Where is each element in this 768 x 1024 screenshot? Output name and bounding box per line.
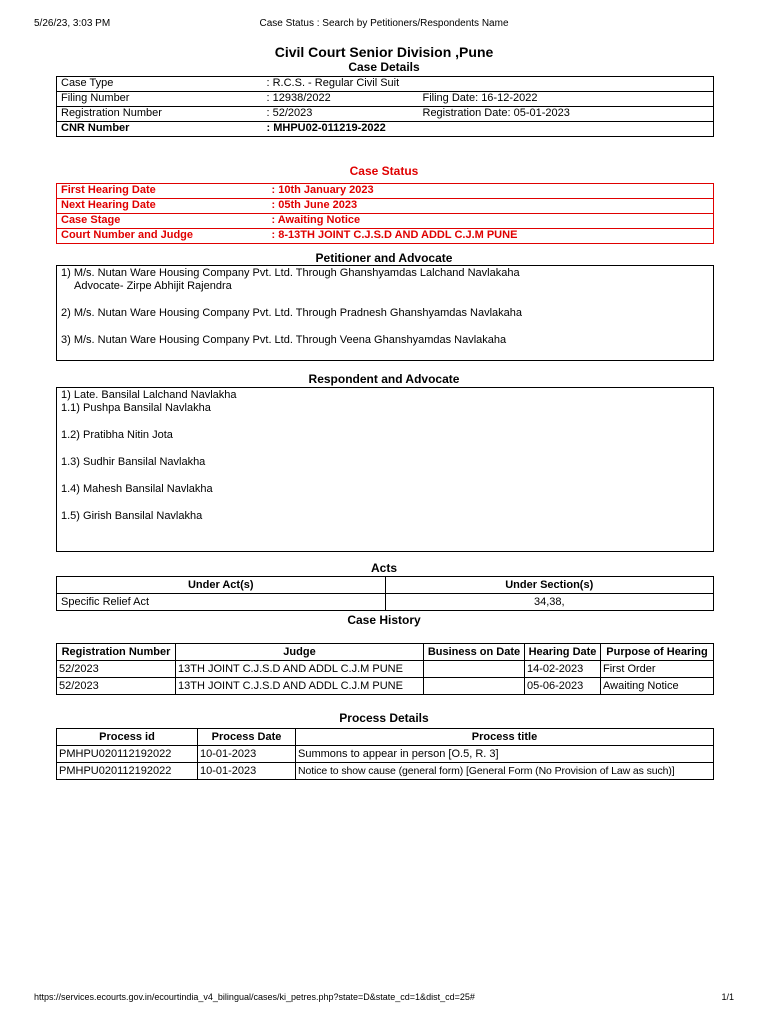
table-row	[57, 661, 714, 678]
history-col-judge: Judge	[176, 644, 424, 661]
respondent-1-5: 1.5) Girish Bansilal Navlakha	[61, 510, 203, 522]
registration-number-row	[57, 107, 714, 122]
respondent-1-3: 1.3) Sudhir Bansilal Navlakha	[61, 456, 206, 468]
filing-date: Filing Date: 16-12-2022	[423, 92, 714, 107]
filing-number-label: Filing Number	[57, 92, 263, 107]
table-row	[57, 763, 714, 780]
acts-table	[56, 576, 714, 611]
history-cell: 52/2023	[57, 661, 176, 678]
history-cell: 05-06-2023	[525, 678, 601, 695]
history-cell: 52/2023	[57, 678, 176, 695]
table-row	[57, 678, 714, 695]
case-details-table	[56, 76, 714, 137]
case-status-heading: Case Status	[349, 164, 419, 178]
status-row	[57, 229, 714, 244]
status-row	[57, 184, 714, 199]
registration-number-value: : 52/2023	[263, 107, 423, 122]
history-cell: 13TH JOINT C.J.S.D AND ADDL C.J.M PUNE	[176, 661, 424, 678]
next-hearing-label: Next Hearing Date	[57, 199, 268, 214]
respondent-1-4: 1.4) Mahesh Bansilal Navlakha	[61, 483, 213, 495]
act-name: Specific Relief Act	[57, 594, 386, 611]
filing-number-value: : 12938/2022	[263, 92, 423, 107]
respondent-1-2: 1.2) Pratibha Nitin Jota	[61, 429, 173, 441]
next-hearing-value: : 05th June 2023	[268, 199, 714, 214]
print-header	[34, 18, 734, 32]
print-title: Case Status : Search by Petitioners/Respondents Name	[259, 18, 509, 29]
history-cell	[424, 661, 525, 678]
history-cell: 13TH JOINT C.J.S.D AND ADDL C.J.M PUNE	[176, 678, 424, 695]
process-col-date: Process Date	[198, 729, 296, 746]
case-type-label: Case Type	[57, 77, 263, 92]
history-cell: First Order	[601, 661, 714, 678]
respondent-1: 1) Late. Bansilal Lalchand Navlakha	[61, 389, 237, 401]
history-cell: 14-02-2023	[525, 661, 601, 678]
petitioner-2: 2) M/s. Nutan Ware Housing Company Pvt. Ltd. Through Pradnesh Ghanshyamdas Navlakaha	[61, 307, 523, 319]
history-col-business: Business on Date	[424, 644, 525, 661]
history-col-purpose: Purpose of Hearing	[601, 644, 714, 661]
registration-date: Registration Date: 05-01-2023	[423, 107, 714, 122]
table-row	[57, 746, 714, 763]
process-col-title: Process title	[296, 729, 714, 746]
first-hearing-label: First Hearing Date	[57, 184, 268, 199]
case-stage-label: Case Stage	[57, 214, 268, 229]
history-cell	[424, 678, 525, 695]
act-section: 34,38,	[385, 594, 714, 611]
print-footer	[34, 992, 734, 1004]
table-row	[57, 594, 714, 611]
court-judge-label: Court Number and Judge	[57, 229, 268, 244]
process-cell: 10-01-2023	[198, 746, 296, 763]
print-page-number: 1/1	[721, 992, 734, 1002]
case-type-value: : R.C.S. - Regular Civil Suit	[263, 77, 714, 92]
process-header-row	[57, 729, 714, 746]
respondent-1-1: 1.1) Pushpa Bansilal Navlakha	[61, 402, 211, 414]
petitioner-1: 1) M/s. Nutan Ware Housing Company Pvt. Ltd. Through Ghanshyamdas Lalchand Navlakaha	[61, 267, 520, 279]
history-cell: Awaiting Notice	[601, 678, 714, 695]
process-cell: PMHPU020112192022	[57, 746, 198, 763]
process-col-id: Process id	[57, 729, 198, 746]
acts-col-section: Under Section(s)	[385, 577, 714, 594]
status-row	[57, 199, 714, 214]
process-cell: Notice to show cause (general form) [General Form (No Provision of Law as such)]	[296, 763, 714, 780]
petitioner-3: 3) M/s. Nutan Ware Housing Company Pvt. Ltd. Through Veena Ghanshyamdas Navlakaha	[61, 334, 507, 346]
print-url: https://services.ecourts.gov.in/ecourtindia_v4_bilingual/cases/ki_petres.php?state=D&state_cd=1&dist_cd=25#	[34, 992, 475, 1002]
court-judge-value: : 8-13TH JOINT C.J.S.D AND ADDL C.J.M PUNE	[268, 229, 714, 244]
case-stage-value: : Awaiting Notice	[268, 214, 714, 229]
respondent-box	[56, 387, 714, 552]
first-hearing-value: : 10th January 2023	[268, 184, 714, 199]
filing-number-row	[57, 92, 714, 107]
process-cell: Summons to appear in person [O.5, R. 3]	[296, 746, 714, 763]
history-header-row	[57, 644, 714, 661]
case-details-heading: Case Details	[348, 60, 420, 74]
cnr-label: CNR Number	[61, 122, 130, 134]
acts-header-row	[57, 577, 714, 594]
history-heading: Case History	[347, 613, 421, 627]
acts-col-act: Under Act(s)	[57, 577, 386, 594]
history-col-reg: Registration Number	[57, 644, 176, 661]
petitioner-heading: Petitioner and Advocate	[315, 251, 453, 265]
case-type-row	[57, 77, 714, 92]
process-table	[56, 728, 714, 780]
history-table	[56, 643, 714, 695]
print-datetime: 5/26/23, 3:03 PM	[34, 18, 111, 29]
case-status-table	[56, 183, 714, 244]
cnr-value: : MHPU02-011219-2022	[266, 122, 386, 134]
history-col-hearing: Hearing Date	[525, 644, 601, 661]
status-row	[57, 214, 714, 229]
process-heading: Process Details	[339, 711, 429, 725]
petitioner-1-advocate: Advocate- Zirpe Abhijit Rajendra	[74, 280, 232, 292]
registration-number-label: Registration Number	[57, 107, 263, 122]
court-title: Civil Court Senior Division ,Pune	[274, 44, 494, 60]
acts-heading: Acts	[370, 561, 397, 575]
process-cell: 10-01-2023	[198, 763, 296, 780]
respondent-heading: Respondent and Advocate	[308, 372, 460, 386]
process-cell: PMHPU020112192022	[57, 763, 198, 780]
petitioner-box	[56, 265, 714, 361]
cnr-row	[57, 122, 714, 137]
